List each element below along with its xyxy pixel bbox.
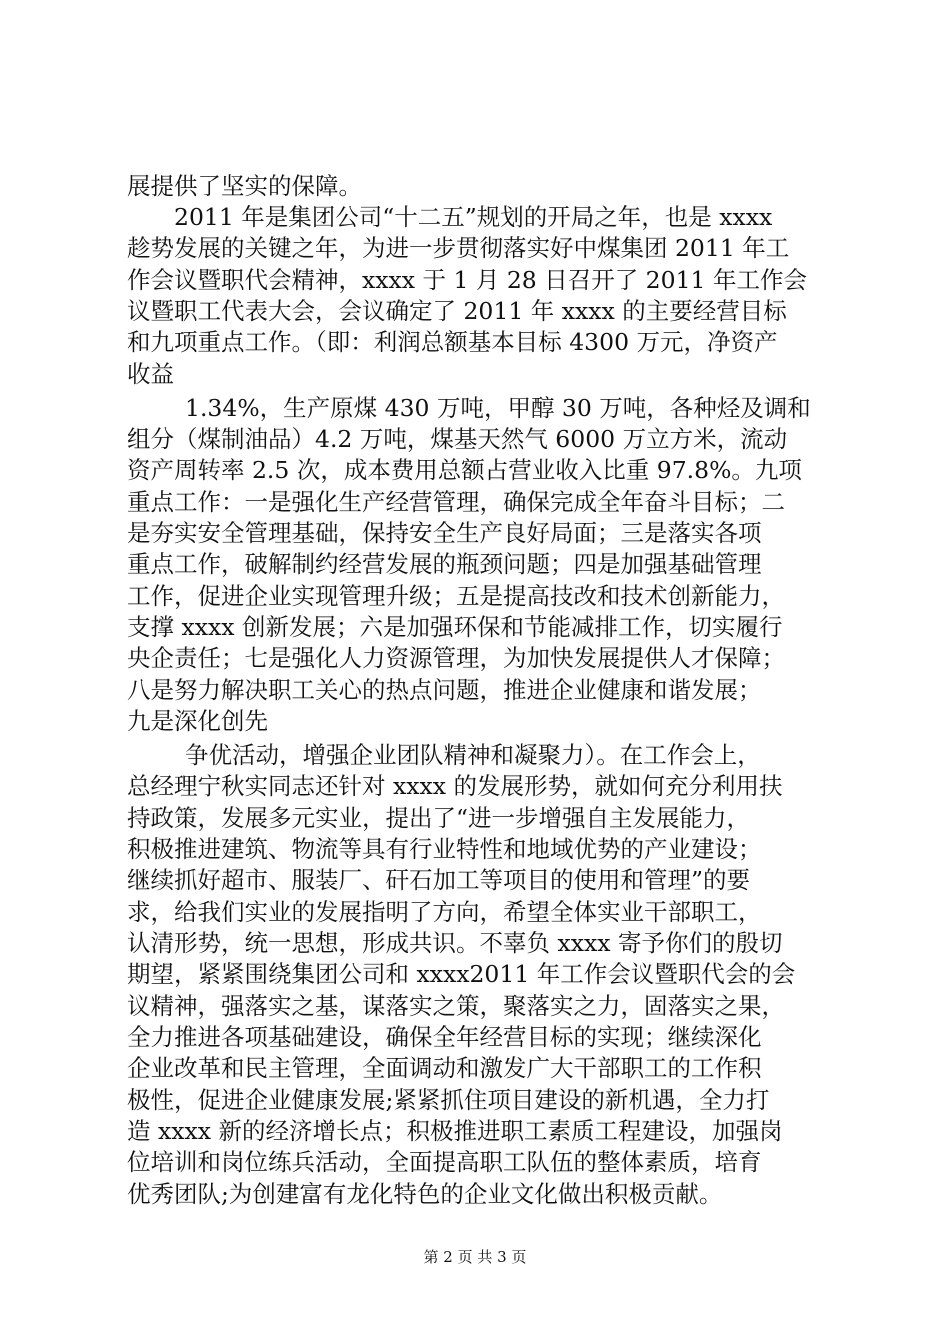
text-line-18: 九是深化创先 — [127, 707, 268, 735]
text-line-19: 争优活动，增强企业团队精神和凝聚力）。在工作会上， — [185, 741, 761, 769]
text-line-33: 优秀团队;为创建富有龙化特色的企业文化做出积极贡献。 — [127, 1180, 723, 1208]
text-line-29: 企业改革和民主管理，全面调动和激发广大干部职工的工作积 — [127, 1054, 762, 1082]
text-line-11: 重点工作：一是强化生产经营管理，确保完成全年奋斗目标；二 — [127, 488, 785, 516]
text-line-23: 继续抓好超市、服装厂、矸石加工等项目的使用和管理”的要 — [127, 866, 751, 894]
text-line-17: 八是努力解决职工关心的热点问题，推进企业健康和谐发展； — [127, 676, 762, 704]
text-line-1: 展提供了坚实的保障。 — [127, 172, 362, 200]
text-line-28: 全力推进各项基础建设，确保全年经营目标的实现；继续深化 — [127, 1023, 762, 1051]
text-line-13: 重点工作，破解制约经营发展的瓶颈问题；四是加强基础管理 — [127, 550, 762, 578]
text-line-30: 极性，促进企业健康发展;紧紧抓住项目建设的新机遇，全力打 — [127, 1086, 770, 1114]
text-line-24: 求，给我们实业的发展指明了方向，希望全体实业干部职工， — [127, 898, 762, 926]
text-line-20: 总经理宁秋实同志还针对 xxxx 的发展形势，就如何充分利用扶 — [127, 772, 783, 800]
text-line-7: 收益 — [127, 360, 174, 388]
text-line-12: 是夯实安全管理基础，保持安全生产良好局面；三是落实各项 — [127, 519, 762, 547]
text-line-25: 认清形势，统一思想，形成共识。不辜负 xxxx 寄予你们的殷切 — [127, 929, 783, 957]
text-line-2: 2011 年是集团公司“十二五”规划的开局之年，也是 xxxx — [174, 203, 773, 231]
text-line-31: 造 xxxx 新的经济增长点；积极推进职工素质工程建设，加强岗 — [127, 1117, 783, 1145]
text-line-4: 作会议暨职代会精神，xxxx 于 1 月 28 日召开了 2011 年工作会 — [127, 266, 807, 294]
text-line-5: 议暨职工代表大会，会议确定了 2011 年 xxxx 的主要经营目标 — [127, 297, 787, 325]
text-line-3: 趁势发展的关键之年，为进一步贯彻落实好中煤集团 2011 年工 — [127, 234, 790, 262]
text-line-10: 资产周转率 2.5 次，成本费用总额占营业收入比重 97.8%。九项 — [127, 456, 802, 484]
text-line-27: 议精神，强落实之基，谋落实之策，聚落实之力，固落实之果， — [127, 992, 785, 1020]
text-line-15: 支撑 xxxx 创新发展；六是加强环保和节能减排工作，切实履行 — [127, 613, 783, 641]
text-line-8: 1.34%，生产原煤 430 万吨，甲醇 30 万吨，各种烃及调和 — [185, 394, 811, 422]
text-line-9: 组分（煤制油品）4.2 万吨，煤基天然气 6000 万立方米，流动 — [127, 425, 788, 453]
text-line-26: 期望，紧紧围绕集团公司和 xxxx2011 年工作会议暨职代会的会 — [127, 960, 796, 988]
text-line-6: 和九项重点工作。（即：利润总额基本目标 4300 万元，净资产 — [127, 328, 778, 356]
text-line-21: 持政策，发展多元实业，提出了“进一步增强自主发展能力， — [127, 804, 751, 832]
text-line-16: 央企责任；七是强化人力资源管理，为加快发展提供人才保障； — [127, 644, 785, 672]
text-line-32: 位培训和岗位练兵活动，全面提高职工队伍的整体素质，培育 — [127, 1148, 762, 1176]
page-footer: 第 2 页 共 3 页 — [423, 1248, 527, 1266]
text-line-22: 积极推进建筑、物流等具有行业特性和地域优势的产业建设； — [127, 835, 762, 863]
text-line-14: 工作，促进企业实现管理升级；五是提高技改和技术创新能力， — [127, 582, 785, 610]
